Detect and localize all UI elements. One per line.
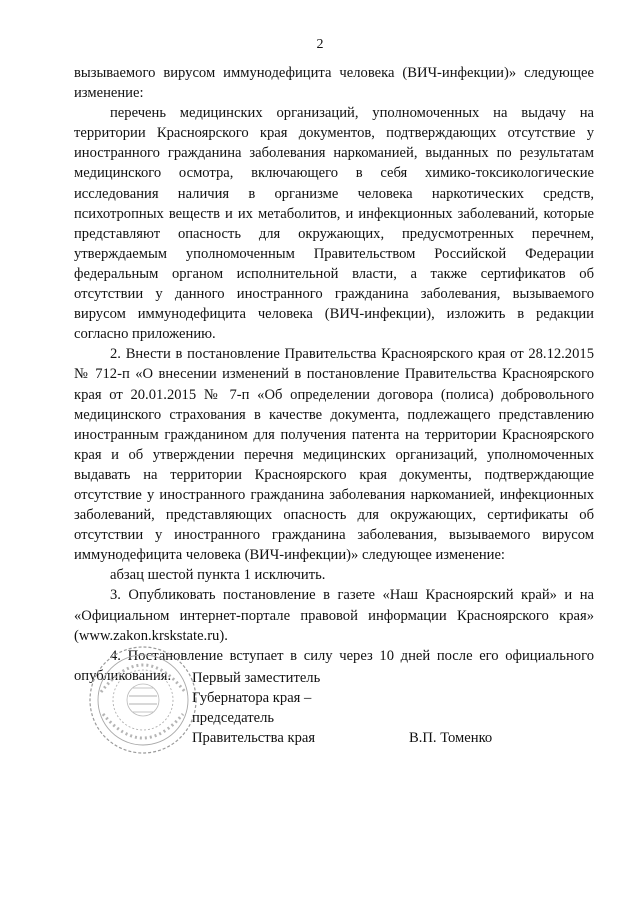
document-body xyxy=(74,63,594,686)
paragraph-continuation: вызываемого вирусом иммунодефицита человека (ВИЧ-инфекции)» следующее изменение: xyxy=(74,65,594,102)
signatory-position-line: Правительства края xyxy=(192,730,316,747)
paragraph-item-3: 3. Опубликовать постановление в газете «Наш Красноярский край» и на «Официальном интернет-портале правовой информации Красноярского края» (www.zakon.krskstate.ru). xyxy=(74,587,594,644)
paragraph-item-4: 4. Постановление вступает в силу через 10 дней после его официального опубликования. xyxy=(74,647,594,684)
signatory-position-line: Губернатора края – xyxy=(192,690,312,707)
page-number: 2 xyxy=(316,37,324,52)
signatory-position-line: Первый заместитель xyxy=(192,670,321,686)
paragraph-item-2: 2. Внести в постановление Правительства Красноярского края от 28.12.2015 № 712-п «О внесении изменений в постановление Правительства Красноярского края от 20.01.2015 № 7-п «Об определении договора (полиса) добровольного медицинского страхования в качестве документа, подлежащего представлению иностранным гражданином для получения патента на территории Красноярского края и об утверждении перечня медицинских организаций, уполномоченных выдавать на территории Красноярского края документы, подтверждающие отсутствие у иностранного гражданина заболевания наркоманией, инфекционных заболеваний, представляющих опасность для окружающих, сертификаты об отсутствии у иностранного гражданина заболевания, вызываемого вирусом иммунодефицита человека (ВИЧ-инфекции)» следующее изменение: xyxy=(74,346,594,564)
paragraph-exclusion: абзац шестой пункта 1 исключить. xyxy=(110,567,326,584)
signatory-name: В.П. Томенко xyxy=(409,730,493,746)
official-seal-icon xyxy=(87,644,199,756)
signature-block xyxy=(74,668,594,778)
paragraph-list-text: перечень медицинских организаций, уполномоченных на выдачу на территории Красноярского края документов, подтверждающих отсутствие у иностранного гражданина заболевания наркоманией, выданных по результатам медицинского осмотра, включающего в себя химико-токсикологические исследования наличия в организме человека наркотических средств, психотропных веществ и их метаболитов, и инфекционных заболеваний, которые представляют опасность для окружающих, предусмотренных перечнем, утверждаемым уполномоченным Правительством Российской Федерации федеральным органом исполнительной власти, а также сертификатов об отсутствии у данного иностранного гражданина заболевания, вызываемого вирусом иммунодефицита человека (ВИЧ-инфекции), изложить в редакции согласно приложению. xyxy=(74,105,594,343)
signatory-position-line: председатель xyxy=(192,710,275,727)
signatory-position xyxy=(192,668,320,748)
